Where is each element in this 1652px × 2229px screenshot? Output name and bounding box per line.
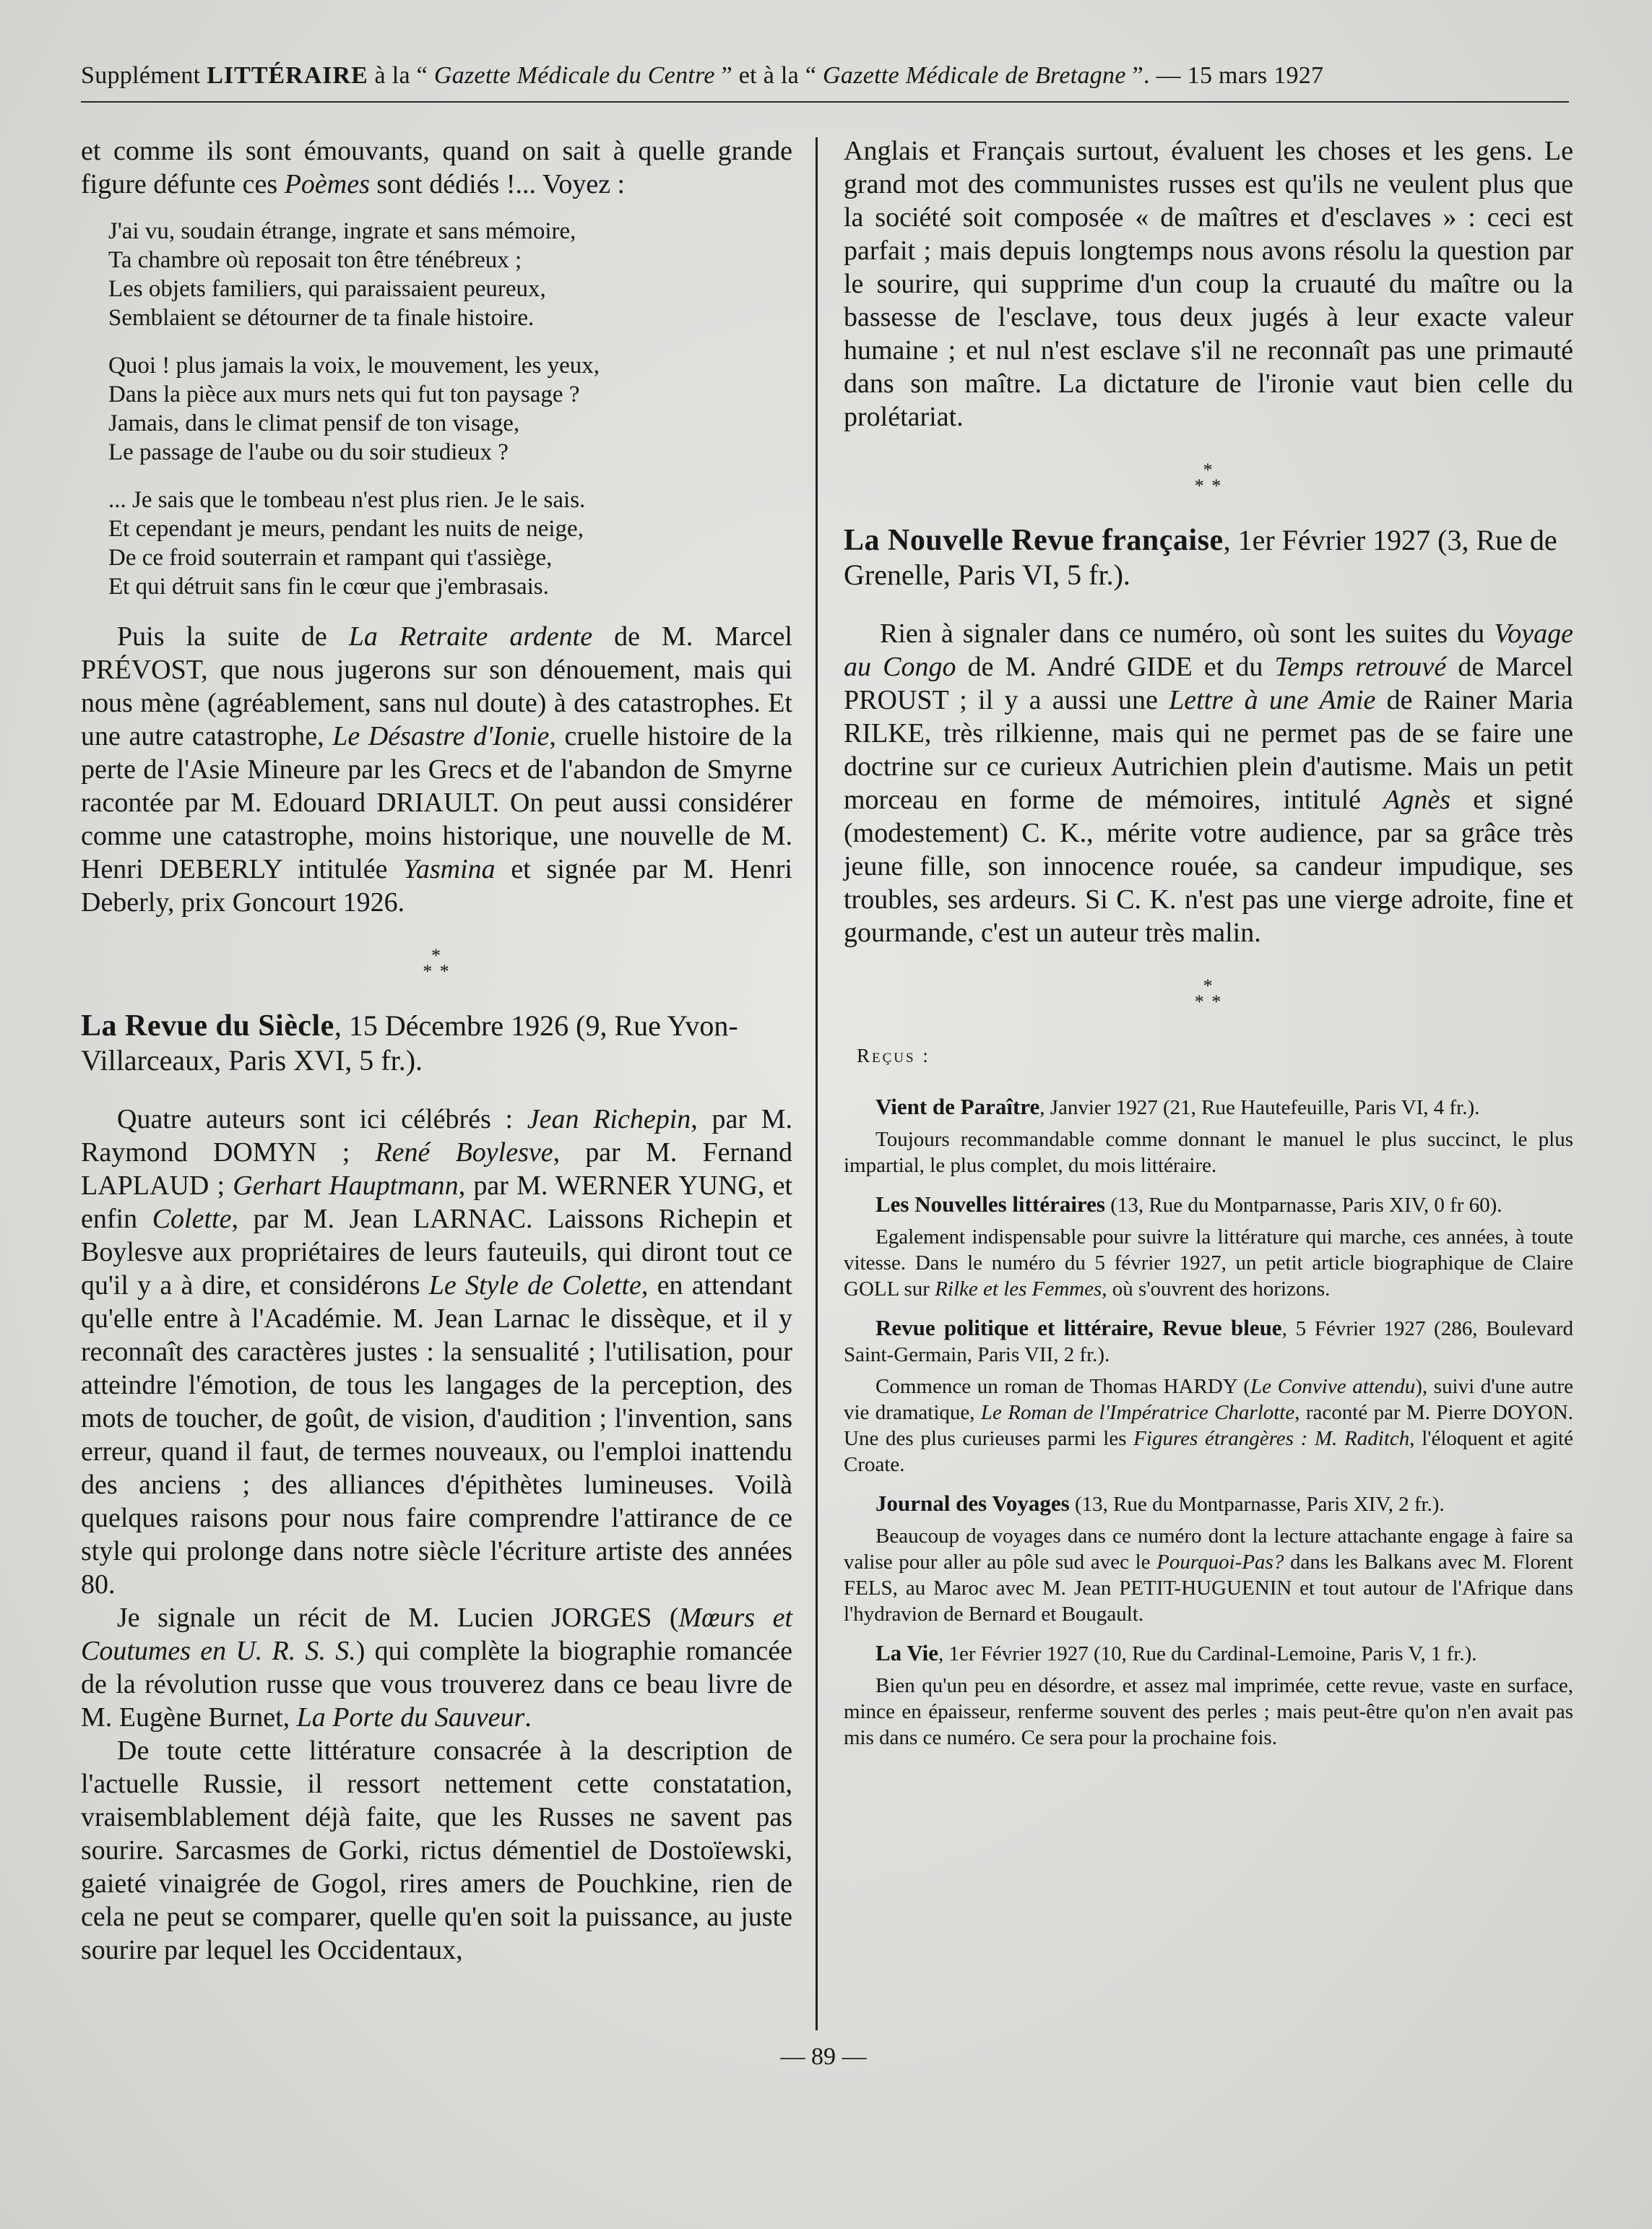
entry-body [844,1523,1573,1627]
poem-line: Le passage de l'aube ou du soir studieux ? [108,439,509,465]
italic-title: Le Style de Colette [428,1270,641,1301]
italic-title: Figures étrangères : M. Raditch [1133,1427,1410,1450]
text-run: Je signale un récit de M. Lucien JORGES ( [117,1603,679,1633]
poem-line: Les objets familiers, qui paraissaient peureux, [108,276,546,302]
poem-stanza [108,217,792,332]
text-run: de Marcel PROUST ; il y a aussi une [844,652,1573,715]
text-run: sont dédiés !... Voyez : [369,169,626,199]
paragraph-intro [81,134,792,201]
text-run: , par M. Raymond DOMYN ; [81,1104,793,1168]
text-run: ) qui complète la biographie romancée de la révolution russe que vous trouverez dans ce beau livre de M. Eugène Burnet, [81,1636,792,1733]
section-heading-revue-du-siecle [81,1009,792,1078]
entry-info: (13, Rue du Montparnasse, Paris XIV, 0 fr 60). [1104,1194,1502,1217]
italic-title: Temps retrouvé [1274,652,1447,682]
poem-line: Jamais, dans le climat pensif de ton visage, [108,410,520,436]
asterism-top: * [1203,460,1214,480]
entry-title: Revue politique et littéraire, Revue bleue [875,1315,1282,1340]
italic-title: Pourquoi-Pas? [1156,1551,1284,1574]
right-column [844,134,1573,1764]
text-run: , en attendant qu'elle entre à l'Académie. M. Jean Larnac le dissèque, et il y reconnaît des caractères justes : la sensualité ; l'utilisation, pour atteindre l'émotion, de tous les langages de la perception, des mots de toucher, de goût, de vision, d'audition ; l'invention, sans erreur, quand il faut, de termes nouveaux, ou l'emploi inattendu des anciens ; des alliances d'épithètes lumineuses. Voilà quelques raisons pour nous faire comprendre l'attirance de ce style qui prolonge dans notre siècle l'écriture artiste des années 80. [81,1270,793,1600]
header-rule [81,101,1569,103]
text-run: Puis la suite de [117,621,349,652]
entry-body [844,1224,1573,1302]
asterism-bottom: * * [1194,991,1223,1012]
section-separator-asterism [844,975,1573,1012]
text-run: , cruelle histoire de la perte de l'Asie Mineure par les Grecs et de l'abandon de Smyrne racontée par M. Edouard DRIAULT. On peut aussi considérer comme une catastrophe, moins historique, une nouvelle de M. Henri DEBERLY intitulée [81,721,792,884]
italic-title: Le Roman de l'Impératrice Charlotte [980,1401,1295,1424]
section-info: , 15 Décembre 1926 (9, Rue Yvon-Villarceaux, Paris XVI, 5 fr.). [81,1009,738,1077]
entry-body: Toujours recommandable comme donnant le manuel le plus succinct, le plus impartial, le plus complet, du mois littéraire. [844,1128,1573,1177]
text-run: , par M. Fernand LAPLAUD ; [81,1137,792,1201]
entry-info: , 1er Février 1927 (10, Rue du Cardinal-Lemoine, Paris V, 1 fr.). [938,1642,1477,1665]
section-title: La Revue du Siècle [81,1009,334,1043]
text-run: , raconté par M. Pierre DOYON. Une des plus curieuses parmi les [844,1401,1573,1450]
text-run: et comme ils sont émouvants, quand on sait à quelle grande figure défunte ces [81,136,792,199]
entry-title: Journal des Voyages [875,1491,1070,1516]
poem-line: ... Je sais que le tombeau n'est plus rien. Je le sais. [108,487,586,513]
text-run: de Rainer Maria RILKE, très rilkienne, mais qui ne permet pas de se faire une doctrine sur ce curieux Autrichien plein d'autisme. Mais un petit morceau en forme de mémoires, intitulé [844,685,1573,815]
text-run: dans les Balkans avec M. Florent FELS, au Maroc avec M. Jean PETIT-HUGUENIN et tout autour de l'Afrique dans l'hydravion de Bernard et Bougault. [844,1551,1573,1626]
section-info: , 1er Février 1927 (3, Rue de Grenelle, Paris VI, 5 fr.). [844,524,1557,591]
entry-info: (13, Rue du Montparnasse, Paris XIV, 2 fr.). [1069,1493,1445,1516]
italic-title: Le Convive attendu [1250,1375,1416,1398]
poem-line: Et cependant je meurs, pendant les nuits de neige, [108,516,584,542]
entry-info: , 5 Février 1927 (286, Boulevard Saint-Germain, Paris VII, 2 fr.). [844,1317,1574,1366]
poem-line: Semblaient se détourner de ta finale histoire. [108,305,535,331]
entry-title: La Vie [875,1640,938,1665]
received-entry-la-vie [844,1640,1573,1751]
paragraph-jorges [81,1601,792,1734]
poem-quote [108,217,792,601]
text-run: Commence un roman de Thomas HARDY ( [875,1375,1250,1398]
asterism-top: * [431,945,442,966]
italic-name: Gerhart Hauptmann [233,1170,459,1201]
italic-title: Poèmes [284,169,370,199]
paragraph-quatre-auteurs [81,1103,792,1601]
header-text: à la “ [368,62,434,89]
italic-title: Le Désastre d'Ionie [332,721,550,751]
section-heading-nrf [844,523,1573,592]
poem-stanza [108,486,792,601]
header-journal-name: Gazette Médicale du Centre [433,62,715,89]
text-run: ), suivi d'une autre vie dramatique, [844,1375,1573,1424]
section-separator-asterism [81,945,792,982]
paragraph-russie: De toute cette littérature consacrée à la description de l'actuelle Russie, il ressort nettement cette constatation, vraisemblablement déjà faite, que les Russes ne savent pas sourire. Sarcasmes de Gorki, rictus démentiel de Dostoïewski, gaieté vinaigrée de Gogol, rires amers de Pouchkine, rien de cela ne peut se comparer, quelle qu'en soit la puissance, au juste sourire par lequel les Occidentaux, [81,1736,792,1965]
text-run: Beaucoup de voyages dans ce numéro dont la lecture attachante engage à faire sa valise pour aller au pôle sud avec le [844,1525,1573,1574]
text-run: , par M. Jean LARNAC. Laissons Richepin et Boylesve aux propriétaires de leurs fauteuils, qui diront tout ce qu'il y a à dire, et considérons [81,1204,792,1301]
paragraph-rien [844,617,1573,949]
italic-title: La Porte du Sauveur [296,1702,525,1733]
poem-stanza [108,351,792,467]
poem-line: Quoi ! plus jamais la voix, le mouvement, les yeux, [108,353,600,379]
poem-line: J'ai vu, soudain étrange, ingrate et sans mémoire, [108,218,576,244]
running-header [81,62,1569,90]
italic-title: Voyage au Congo [844,618,1573,682]
italic-title: La Retraite ardente [348,621,593,652]
section-title: La Nouvelle Revue française [844,524,1224,557]
paragraph-anglais: Anglais et Français surtout, évaluent les choses et les gens. Le grand mot des communistes russes est qu'ils ne veulent plus que la société soit composée « de maîtres et d'esclaves » : ceci est parfait ; mais depuis longtemps nous avons résolu la question par le sourire, qui supprime d'un coup la cruauté du maître ou la bassesse de l'esclave, tous deux jugés à leur exacte valeur humaine ; et nul n'est esclave s'il ne reconnaît pas une primauté dans son maître. La dictature de l'ironie vaut bien celle du prolétariat. [844,136,1573,432]
text-run: , l'éloquent et agité Croate. [844,1427,1573,1476]
received-entry-nouvelles-litteraires [844,1191,1573,1302]
column-divider [816,137,818,2030]
poem-line: Ta chambre où reposait ton être ténébreux ; [108,247,522,273]
italic-name: Jean Richepin [527,1104,691,1134]
italic-title: Agnès [1383,785,1451,815]
italic-title: Yasmina [403,854,496,884]
paragraph-retraite [81,620,792,919]
header-journal-name: Gazette Médicale de Bretagne [823,62,1126,89]
italic-title: Rilke et les Femmes [935,1277,1102,1301]
text-run: Quatre auteurs sont ici célébrés : [117,1104,527,1134]
entry-body [844,1374,1573,1478]
asterism-bottom: * * [1194,475,1223,496]
received-entry-vient-de-paraitre [844,1094,1573,1178]
entry-info: , Janvier 1927 (21, Rue Hautefeuille, Paris VI, 4 fr.). [1039,1096,1480,1119]
text-run: Rien à signaler dans ce numéro, où sont les suites du [880,618,1495,649]
italic-name: Colette [152,1204,232,1234]
received-entry-journal-des-voyages [844,1491,1573,1627]
poem-line: Et qui détruit sans fin le cœur que j'embrasais. [108,574,549,600]
italic-title: Mœurs et Coutumes en U. R. S. S. [81,1603,793,1666]
text-run: de M. André GIDE et du [956,652,1275,682]
header-text: LITTÉRAIRE [207,62,368,89]
text-run: , par M. WERNER YUNG, et enfin [81,1170,792,1234]
text-run: Egalement indispensable pour suivre la littérature qui marche, ces années, à toute vitesse. Dans le numéro du 5 février 1927, un petit article biographique de Claire GOLL sur [844,1225,1573,1301]
section-separator-asterism [844,462,1573,494]
left-column [81,134,792,1967]
italic-name: René Boylesve [375,1137,553,1168]
asterism-top: * [1203,975,1214,996]
text-run: de M. Marcel PRÉVOST, que nous jugerons sur son dénouement, mais qui nous mène (agréablement, sans nul doute) à des catastrophes. Et une autre catastrophe, [81,621,792,751]
page-number: — 89 — [780,2043,867,2070]
text-run: et signé (modestement) C. K., mérite votre audience, par sa grâce très jeune fille, son innocence rouée, sa candeur impudique, ses troubles, ses ardeurs. Si C. K. n'est pas une vierge adroite, fine et gourmande, c'est un auteur très malin. [844,785,1573,948]
asterism-bottom: * * [423,961,451,982]
entry-title: Les Nouvelles littéraires [875,1191,1105,1217]
text-run: . [524,1702,532,1733]
header-date: ”. — 15 mars 1927 [1125,62,1324,89]
received-label: Reçus : [857,1045,930,1066]
italic-title: Lettre à une Amie [1169,685,1376,715]
received-entry-revue-bleue [844,1315,1573,1478]
text-run: et signée par M. Henri Deberly, prix Goncourt 1926. [81,854,792,918]
header-text: Supplément [81,62,207,89]
entry-body: Bien qu'un peu en désordre, et assez mal imprimée, cette revue, vaste en surface, mince en épaisseur, renferme souvent des perles ; mais peut-être qu'on n'en avait pas mis dans ce numéro. Ce sera pour la prochaine fois. [844,1674,1573,1749]
poem-line: De ce froid souterrain et rampant qui t'assiège, [108,545,553,571]
entry-title: Vient de Paraître [875,1094,1040,1119]
header-text: ” et à la “ [714,62,823,89]
poem-line: Dans la pièce aux murs nets qui fut ton paysage ? [108,381,580,408]
text-run: , où s'ouvrent des horizons. [1102,1277,1331,1301]
